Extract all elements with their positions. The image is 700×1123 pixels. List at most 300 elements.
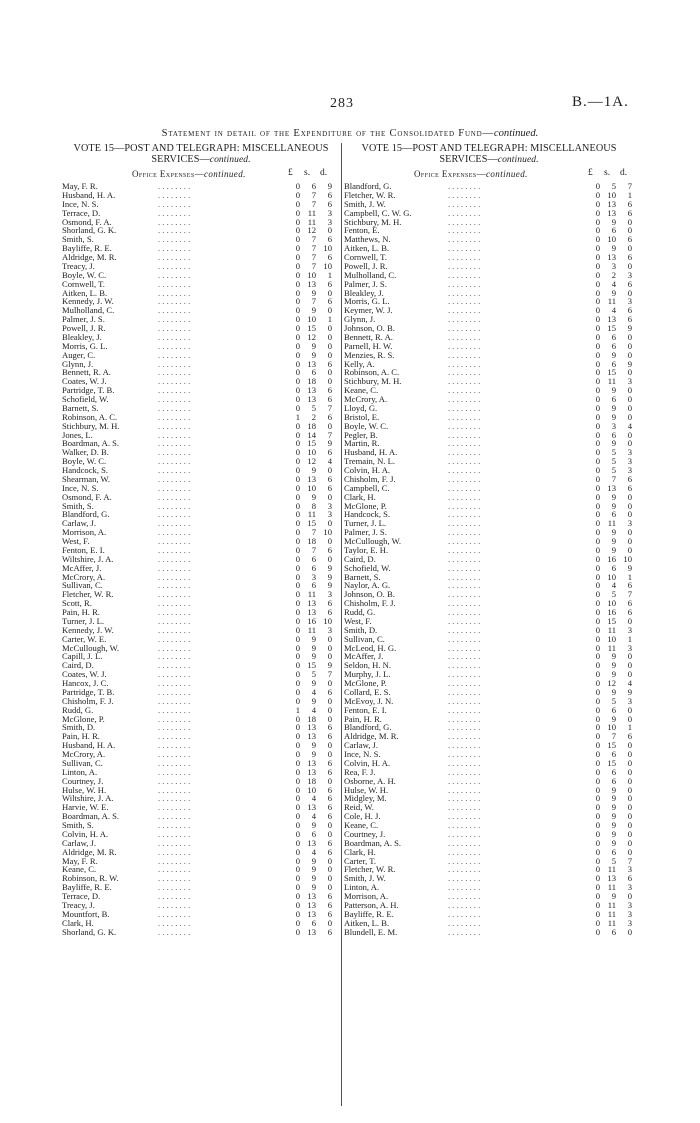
- amount-shillings: 4: [311, 811, 316, 822]
- vote-heading-text: VOTE 15—POST AND TELEGRAPH: MISCELLANEOUS SERVICES—: [73, 143, 329, 165]
- leader-dots: . . . . . . . .: [448, 305, 481, 316]
- leader-dots: . . . . . . . .: [448, 296, 481, 307]
- amount-pence: 0: [327, 882, 332, 893]
- payee-name: Osmond, F. A.: [62, 491, 112, 502]
- amount-shillings: 12: [307, 456, 316, 467]
- amount-pence: 0: [327, 713, 332, 724]
- leader-dots: . . . . . . . .: [448, 615, 481, 626]
- ledger-row: [344, 741, 634, 750]
- amount-shillings: 15: [607, 740, 616, 751]
- amount-shillings: 9: [311, 873, 316, 884]
- leader-dots: . . . . . . . .: [448, 181, 481, 191]
- amount-pence: 0: [627, 411, 632, 422]
- amount-pounds: 0: [595, 278, 600, 289]
- payee-name: Aitken, L. B.: [344, 243, 390, 254]
- leader-dots: . . . . . . . .: [448, 500, 481, 511]
- amount-pounds: 0: [595, 198, 600, 209]
- leader-dots: . . . . . . . .: [158, 367, 191, 378]
- leader-dots: . . . . . . . .: [158, 615, 191, 626]
- amount-pounds: 0: [295, 429, 300, 440]
- amount-shillings: 13: [307, 908, 316, 919]
- amount-pounds: 0: [295, 456, 300, 467]
- payee-name: Shorland, G. K.: [62, 926, 117, 937]
- amount-pounds: 0: [595, 793, 600, 804]
- amount-pounds: 0: [595, 323, 600, 333]
- amount-shillings: 6: [611, 509, 616, 520]
- amount-pence: 3: [627, 376, 632, 387]
- payee-name: Linton, A.: [62, 766, 98, 777]
- leader-dots: . . . . . . . .: [158, 544, 191, 555]
- payee-name: Blundell, E. M.: [344, 926, 398, 937]
- amount-pence: 6: [327, 252, 332, 262]
- amount-shillings: 4: [611, 278, 616, 289]
- amount-pounds: 0: [295, 189, 300, 200]
- leader-dots: . . . . . . . .: [448, 287, 481, 298]
- amount-pence: 0: [327, 633, 332, 644]
- amount-pounds: 0: [595, 837, 600, 848]
- amount-pence: 1: [627, 571, 632, 582]
- amount-pounds: 0: [295, 518, 300, 529]
- statement-title: [0, 128, 700, 139]
- payee-name: Robinson, A. C.: [344, 367, 400, 378]
- payee-name: McLeod, H. G.: [344, 642, 397, 653]
- leader-dots: . . . . . . . .: [448, 207, 481, 218]
- amount-pounds: 0: [295, 562, 300, 573]
- amount-shillings: 10: [307, 784, 316, 795]
- page-reference: B.—1A.: [572, 94, 629, 110]
- amount-pounds: 0: [595, 669, 600, 680]
- amount-pence: 6: [327, 731, 332, 742]
- amount-pence: 0: [627, 766, 632, 777]
- leader-dots: . . . . . . . .: [158, 420, 191, 431]
- amount-pence: 3: [627, 917, 632, 928]
- amount-shillings: 9: [611, 536, 616, 546]
- leader-dots: . . . . . . . .: [448, 243, 481, 254]
- amount-shillings: 9: [611, 828, 616, 839]
- amount-shillings: 15: [307, 323, 316, 333]
- leader-dots: . . . . . . . .: [158, 198, 191, 209]
- payee-name: Barnett, S.: [344, 571, 381, 582]
- leader-dots: . . . . . . . .: [158, 713, 191, 724]
- amount-pounds: 0: [295, 571, 300, 582]
- amount-pounds: 0: [295, 917, 300, 928]
- payee-name: Husband, H. A.: [62, 189, 116, 200]
- amount-pence: 0: [627, 500, 632, 511]
- leader-dots: . . . . . . . .: [158, 580, 191, 591]
- pounds-header: £: [288, 168, 293, 178]
- amount-pounds: 0: [295, 766, 300, 777]
- amount-shillings: 16: [307, 615, 316, 626]
- amount-shillings: 10: [607, 598, 616, 609]
- payee-name: Matthews, N.: [344, 234, 391, 245]
- payee-name: Robinson, R. W.: [62, 873, 119, 884]
- leader-dots: . . . . . . . .: [158, 402, 191, 413]
- payee-name: Pain, H. R.: [62, 607, 100, 617]
- amount-pounds: 0: [595, 465, 600, 475]
- amount-pence: 6: [627, 252, 632, 262]
- amount-shillings: 9: [611, 802, 616, 813]
- amount-pence: 7: [627, 589, 632, 600]
- statement-title-text: Statement in detail of the Expenditure of the Consolidated Fund—: [161, 128, 494, 139]
- amount-shillings: 9: [611, 686, 616, 697]
- leader-dots: . . . . . . . .: [448, 189, 481, 200]
- amount-pounds: 0: [295, 740, 300, 751]
- amount-shillings: 6: [611, 749, 616, 759]
- ledger-row: [344, 395, 634, 404]
- amount-shillings: 6: [611, 562, 616, 573]
- payee-name: Smith, J. W.: [344, 873, 386, 884]
- leader-dots: . . . . . . . .: [448, 837, 481, 848]
- leader-dots: . . . . . . . .: [448, 633, 481, 644]
- amount-pounds: 0: [595, 189, 600, 200]
- payee-name: May, F. R.: [62, 855, 98, 866]
- payee-name: Husband, H. A.: [344, 447, 398, 458]
- payee-name: Chisholm, F. J.: [344, 473, 396, 484]
- amount-pounds: 0: [295, 491, 300, 502]
- leader-dots: . . . . . . . .: [448, 314, 481, 325]
- leader-dots: . . . . . . . .: [448, 349, 481, 360]
- amount-shillings: 9: [311, 864, 316, 875]
- leader-dots: . . . . . . . .: [158, 562, 191, 573]
- payee-name: Smith, S.: [62, 500, 94, 511]
- payee-name: Morris, G. L.: [62, 340, 108, 351]
- leader-dots: . . . . . . . .: [158, 527, 191, 538]
- amount-shillings: 6: [611, 926, 616, 937]
- amount-shillings: 11: [607, 899, 616, 910]
- amount-pounds: 0: [595, 926, 600, 937]
- amount-pence: 6: [627, 598, 632, 609]
- leader-dots: . . . . . . . .: [158, 766, 191, 777]
- amount-pence: 7: [627, 181, 632, 191]
- leader-dots: . . . . . . . .: [158, 722, 191, 733]
- amount-pounds: 0: [595, 615, 600, 626]
- amount-pence: 0: [327, 873, 332, 884]
- payee-name: Campbell, C. W. G.: [344, 207, 412, 218]
- leader-dots: . . . . . . . .: [448, 846, 481, 857]
- amount-shillings: 11: [607, 642, 616, 653]
- statement-title-continued: continued.: [493, 128, 539, 139]
- amount-pounds: 0: [595, 509, 600, 520]
- amount-pence: 0: [327, 678, 332, 688]
- amount-pounds: 0: [595, 633, 600, 644]
- amount-shillings: 5: [311, 402, 316, 413]
- amount-pence: 10: [323, 260, 332, 271]
- ledger-row: [344, 510, 634, 519]
- amount-shillings: 12: [607, 678, 616, 688]
- payee-name: Keane, C.: [344, 820, 379, 830]
- leader-dots: . . . . . . . .: [158, 740, 191, 751]
- vote-heading-continued: continued.: [209, 155, 251, 165]
- ledger-row: [344, 874, 634, 883]
- amount-shillings: 10: [607, 633, 616, 644]
- amount-pounds: 0: [595, 580, 600, 591]
- payee-name: Aldridge, M. R.: [62, 252, 117, 262]
- amount-pence: 6: [327, 926, 332, 937]
- leader-dots: . . . . . . . .: [158, 260, 191, 271]
- amount-shillings: 15: [607, 757, 616, 768]
- amount-pounds: 0: [295, 305, 300, 316]
- amount-pence: 0: [327, 518, 332, 529]
- amount-pence: 10: [323, 243, 332, 254]
- amount-pounds: 0: [595, 269, 600, 280]
- payee-name: Keymer, W. J.: [344, 305, 393, 316]
- amount-pence: 10: [323, 615, 332, 626]
- amount-pence: 6: [327, 296, 332, 307]
- amount-pounds: 0: [595, 908, 600, 919]
- amount-pence: 0: [627, 544, 632, 555]
- payee-name: Ince, N. S.: [62, 198, 99, 209]
- amount-shillings: 7: [311, 198, 316, 209]
- amount-shillings: 5: [611, 695, 616, 706]
- amount-pence: 0: [327, 367, 332, 378]
- amount-pounds: 0: [295, 624, 300, 635]
- payee-name: Morrison, A.: [344, 891, 389, 901]
- amount-pence: 6: [627, 580, 632, 591]
- amount-pence: 3: [627, 695, 632, 706]
- leader-dots: . . . . . . . .: [448, 465, 481, 475]
- amount-pence: 0: [627, 651, 632, 662]
- amount-shillings: 13: [307, 802, 316, 813]
- amount-shillings: 8: [311, 500, 316, 511]
- amount-pence: 0: [327, 340, 332, 351]
- payee-name: Clark, H.: [344, 491, 376, 502]
- amount-pounds: 0: [295, 420, 300, 431]
- amount-pence: 3: [627, 456, 632, 467]
- ledger-row: [344, 484, 634, 493]
- amount-pounds: 0: [595, 589, 600, 600]
- payee-name: Aitken, L. B.: [344, 917, 390, 928]
- office-expenses-text: Office Expenses—: [414, 169, 486, 179]
- amount-pounds: 0: [295, 926, 300, 937]
- amount-pence: 0: [327, 740, 332, 751]
- amount-shillings: 15: [607, 323, 616, 333]
- amount-shillings: 6: [311, 580, 316, 591]
- amount-pence: 0: [327, 820, 332, 830]
- leader-dots: . . . . . . . .: [158, 252, 191, 262]
- payee-name: Husband, H. A.: [62, 740, 116, 751]
- amount-shillings: 13: [307, 722, 316, 733]
- leader-dots: . . . . . . . .: [448, 802, 481, 813]
- ledger-row: [62, 928, 340, 937]
- office-expenses-continued: continued.: [486, 169, 528, 179]
- amount-pence: 0: [627, 402, 632, 413]
- amount-shillings: 13: [607, 482, 616, 493]
- amount-pence: 9: [327, 181, 332, 191]
- amount-pounds: 1: [295, 704, 300, 715]
- amount-pounds: 0: [295, 873, 300, 884]
- amount-pounds: 0: [295, 660, 300, 671]
- amount-pence: 0: [627, 802, 632, 813]
- amount-shillings: 3: [611, 420, 616, 431]
- amount-pounds: 0: [595, 678, 600, 688]
- leader-dots: . . . . . . . .: [158, 828, 191, 839]
- amount-shillings: 7: [311, 243, 316, 254]
- amount-shillings: 7: [311, 544, 316, 555]
- payee-name: Cornwell, T.: [344, 252, 387, 262]
- amount-shillings: 7: [611, 731, 616, 742]
- amount-pounds: 0: [595, 899, 600, 910]
- payee-name: Palmer, J. S.: [344, 527, 387, 538]
- leader-dots: . . . . . . . .: [158, 358, 191, 369]
- amount-pence: 6: [327, 784, 332, 795]
- leader-dots: . . . . . . . .: [448, 891, 481, 901]
- ledger-row: [344, 422, 634, 431]
- vote-heading-text: VOTE 15—POST AND TELEGRAPH: MISCELLANEOUS SERVICES—: [361, 143, 617, 165]
- ledger-row: [344, 865, 634, 874]
- amount-shillings: 13: [307, 731, 316, 742]
- leader-dots: . . . . . . . .: [448, 589, 481, 600]
- amount-pence: 6: [327, 793, 332, 804]
- amount-pence: 6: [327, 189, 332, 200]
- payee-name: Barnett, S.: [62, 402, 99, 413]
- amount-shillings: 6: [611, 775, 616, 786]
- payee-name: McCullough, W.: [62, 642, 120, 653]
- leader-dots: . . . . . . . .: [448, 536, 481, 546]
- payee-name: Smith, S.: [62, 820, 94, 830]
- amount-pounds: 0: [595, 225, 600, 236]
- leader-dots: . . . . . . . .: [448, 624, 481, 635]
- amount-shillings: 9: [311, 882, 316, 893]
- amount-shillings: 13: [307, 598, 316, 609]
- amount-pounds: 0: [295, 899, 300, 910]
- payee-name: Schofield, W.: [344, 562, 391, 573]
- amount-pence: 9: [327, 562, 332, 573]
- payee-name: Coates, W. J.: [62, 376, 107, 387]
- amount-shillings: 13: [607, 198, 616, 209]
- leader-dots: . . . . . . . .: [448, 793, 481, 804]
- amount-pounds: 0: [595, 491, 600, 502]
- amount-pence: 0: [627, 385, 632, 396]
- amount-pounds: 0: [295, 278, 300, 289]
- amount-pounds: 0: [595, 642, 600, 653]
- amount-pence: 3: [627, 465, 632, 475]
- payee-name: Naylor, A. G.: [344, 580, 391, 591]
- leader-dots: . . . . . . . .: [448, 660, 481, 671]
- amount-pence: 0: [627, 660, 632, 671]
- amount-shillings: 10: [307, 482, 316, 493]
- ledger-row: [344, 244, 634, 253]
- leader-dots: . . . . . . . .: [158, 864, 191, 875]
- leader-dots: . . . . . . . .: [448, 828, 481, 839]
- amount-shillings: 9: [611, 402, 616, 413]
- amount-pence: 3: [627, 642, 632, 653]
- leader-dots: . . . . . . . .: [158, 926, 191, 937]
- amount-pence: 3: [627, 624, 632, 635]
- amount-pence: 0: [327, 775, 332, 786]
- leader-dots: . . . . . . . .: [158, 296, 191, 307]
- leader-dots: . . . . . . . .: [158, 234, 191, 245]
- amount-shillings: 10: [607, 234, 616, 245]
- leader-dots: . . . . . . . .: [158, 704, 191, 715]
- payee-name: Robinson, A. C.: [62, 411, 118, 422]
- ledger-row: [344, 617, 634, 626]
- amount-pence: 3: [627, 882, 632, 893]
- leader-dots: . . . . . . . .: [158, 837, 191, 848]
- leader-dots: . . . . . . . .: [448, 766, 481, 777]
- ledger-row: [344, 608, 634, 617]
- amount-shillings: 9: [611, 438, 616, 449]
- leader-dots: . . . . . . . .: [448, 864, 481, 875]
- leader-dots: . . . . . . . .: [158, 678, 191, 688]
- amount-pence: 0: [627, 837, 632, 848]
- payee-name: Pain, H. R.: [62, 731, 100, 742]
- leader-dots: . . . . . . . .: [448, 784, 481, 795]
- amount-pounds: 0: [595, 722, 600, 733]
- amount-pence: 6: [627, 207, 632, 218]
- amount-shillings: 14: [307, 429, 316, 440]
- payee-name: Fletcher, W. R.: [344, 189, 396, 200]
- amount-pounds: 0: [595, 349, 600, 360]
- amount-pounds: 0: [595, 562, 600, 573]
- ledger-row: [344, 839, 634, 848]
- amount-pounds: 0: [595, 784, 600, 795]
- leader-dots: . . . . . . . .: [158, 394, 191, 404]
- amount-pence: 6: [327, 473, 332, 484]
- amount-shillings: 9: [311, 749, 316, 759]
- amount-pounds: 0: [595, 704, 600, 715]
- leader-dots: . . . . . . . .: [448, 820, 481, 830]
- payee-name: Turner, J. L.: [344, 518, 387, 529]
- amount-shillings: 9: [611, 669, 616, 680]
- amount-pounds: 0: [295, 394, 300, 404]
- payee-name: Capill, J. L.: [62, 651, 103, 662]
- amount-pounds: 0: [295, 678, 300, 688]
- payee-name: Boyle, W. C.: [62, 269, 107, 280]
- amount-pounds: 0: [295, 323, 300, 333]
- leader-dots: . . . . . . . .: [158, 323, 191, 333]
- leader-dots: . . . . . . . .: [158, 908, 191, 919]
- leader-dots: . . . . . . . .: [448, 269, 481, 280]
- payee-name: Sullivan, C.: [62, 580, 103, 591]
- payee-name: Morris, G. L.: [344, 296, 390, 307]
- amount-shillings: 5: [611, 589, 616, 600]
- payee-name: Patterson, A. H.: [344, 899, 399, 910]
- payee-name: Shorland, G. K.: [62, 225, 117, 236]
- amount-pence: 0: [627, 216, 632, 227]
- amount-shillings: 9: [611, 651, 616, 662]
- leader-dots: . . . . . . . .: [158, 429, 191, 440]
- amount-pence: 6: [327, 757, 332, 768]
- amount-pounds: 0: [295, 340, 300, 351]
- payee-name: Partridge, T. B.: [62, 385, 115, 396]
- amount-shillings: 13: [307, 926, 316, 937]
- amount-pence: 0: [627, 793, 632, 804]
- amount-pence: 0: [627, 615, 632, 626]
- amount-shillings: 9: [311, 820, 316, 830]
- payee-name: Menzies, R. S.: [344, 349, 395, 360]
- payee-name: West, F.: [344, 615, 372, 626]
- amount-shillings: 9: [611, 243, 616, 254]
- amount-shillings: 10: [607, 189, 616, 200]
- ledger-row: [344, 848, 634, 857]
- amount-pence: 6: [327, 358, 332, 369]
- leader-dots: . . . . . . . .: [158, 447, 191, 458]
- amount-pence: 0: [627, 287, 632, 298]
- amount-shillings: 13: [307, 358, 316, 369]
- leader-dots: . . . . . . . .: [158, 553, 191, 564]
- amount-pounds: 0: [295, 553, 300, 564]
- expense-list: [344, 182, 634, 936]
- amount-pounds: 0: [295, 252, 300, 262]
- amount-pence: 7: [327, 429, 332, 440]
- amount-pounds: 0: [595, 607, 600, 617]
- amount-pounds: 0: [595, 598, 600, 609]
- payee-name: Clark, H.: [344, 846, 376, 857]
- leader-dots: . . . . . . . .: [158, 331, 191, 342]
- amount-pounds: 0: [595, 376, 600, 387]
- payee-name: Hancox, J. C.: [62, 678, 109, 688]
- amount-shillings: 4: [311, 846, 316, 857]
